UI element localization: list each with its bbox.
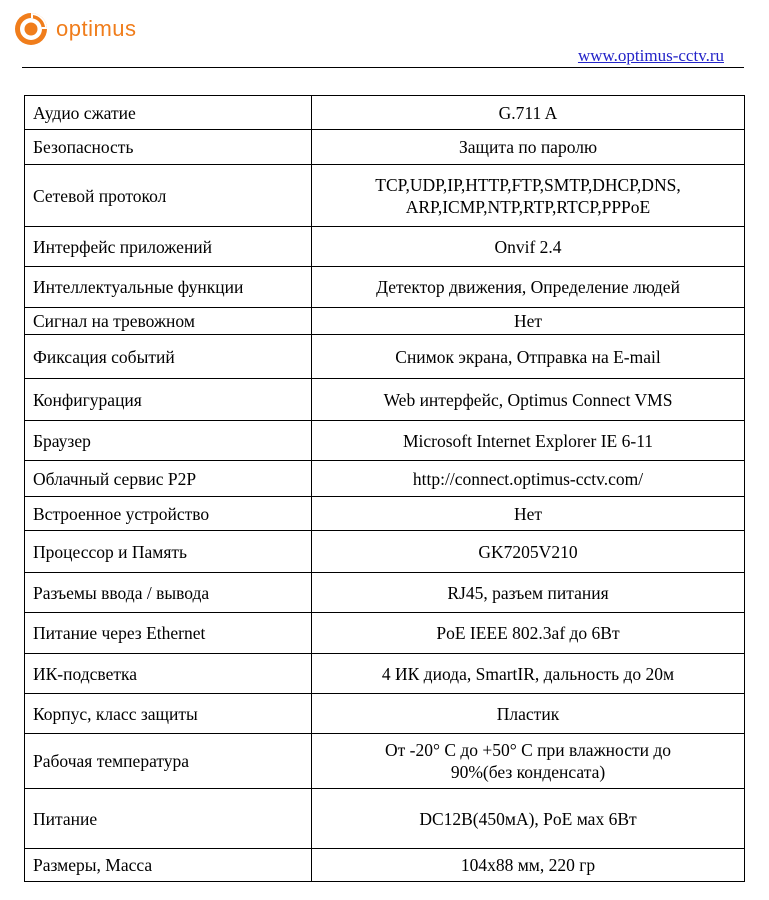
spec-label: Облачный сервис P2P [25,461,312,497]
spec-value: Детектор движения, Определение людей [312,267,745,308]
header-divider [22,67,744,68]
spec-value: DC12В(450мА), PoE мах 6Вт [312,789,745,849]
spec-value-line: TCP,UDP,IP,HTTP,FTP,SMTP,DHCP,DNS, [375,174,681,195]
spec-label: Сигнал на тревожном [25,308,312,335]
spec-row [25,613,745,654]
spec-row [25,421,745,461]
spec-value: 104x88 мм, 220 гр [312,849,745,882]
spec-value: PoE IEEE 802.3af до 6Вт [312,613,745,654]
spec-value: Нет [312,497,745,531]
spec-value: Снимок экрана, Отправка на E-mail [312,335,745,379]
website-link[interactable]: www.optimus-cctv.ru [577,46,724,65]
spec-value [312,165,745,227]
spec-value: Web интерфейс, Optimus Connect VMS [312,379,745,421]
spec-row [25,267,745,308]
spec-label: Встроенное устройство [25,497,312,531]
spec-value: GK7205V210 [312,531,745,573]
spec-row [25,531,745,573]
optimus-logo-icon [14,12,48,46]
spec-row [25,654,745,694]
spec-row [25,461,745,497]
spec-value: Нет [312,308,745,335]
spec-label: Процессор и Память [25,531,312,573]
spec-row [25,96,745,130]
spec-label: Питание [25,789,312,849]
brand-logo [14,12,137,46]
spec-row [25,734,745,789]
spec-value-line: 90%(без конденсата) [450,762,606,782]
spec-row [25,789,745,849]
spec-row [25,849,745,882]
spec-row [25,308,745,335]
spec-value-line: От -20° С до +50° С при влажности до [384,740,672,760]
spec-label: Браузер [25,421,312,461]
spec-value: Onvif 2.4 [312,227,745,267]
spec-row [25,573,745,613]
logo-text: optimus [56,16,137,41]
spec-label: Корпус, класс защиты [25,694,312,734]
spec-row [25,694,745,734]
spec-label: ИК-подсветка [25,654,312,694]
spec-row [25,227,745,267]
spec-value: Защита по паролю [312,130,745,165]
spec-label: Разъемы ввода / вывода [25,573,312,613]
spec-label: Аудио сжатие [25,96,312,130]
spec-value [312,734,745,789]
spec-row [25,165,745,227]
spec-row [25,130,745,165]
spec-label: Размеры, Масса [25,849,312,882]
spec-label: Фиксация событий [25,335,312,379]
spec-value: http://connect.optimus-cctv.com/ [312,461,745,497]
spec-label: Рабочая температура [25,734,312,789]
specifications-table [24,95,745,882]
spec-value: RJ45, разъем питания [312,573,745,613]
spec-row [25,335,745,379]
spec-value: 4 ИК диода, SmartIR, дальность до 20м [312,654,745,694]
spec-label: Безопасность [25,130,312,165]
spec-label: Питание через Ethernet [25,613,312,654]
spec-label: Интерфейс приложений [25,227,312,267]
spec-label: Конфигурация [25,379,312,421]
spec-row [25,497,745,531]
spec-label: Сетевой протокол [25,165,312,227]
spec-value: Пластик [312,694,745,734]
spec-value: G.711 A [312,96,745,130]
spec-row [25,379,745,421]
spec-value: Microsoft Internet Explorer IE 6-11 [312,421,745,461]
spec-label: Интеллектуальные функции [25,267,312,308]
spec-value-line: ARP,ICMP,NTP,RTP,RTCP,PPPoE [405,196,651,217]
